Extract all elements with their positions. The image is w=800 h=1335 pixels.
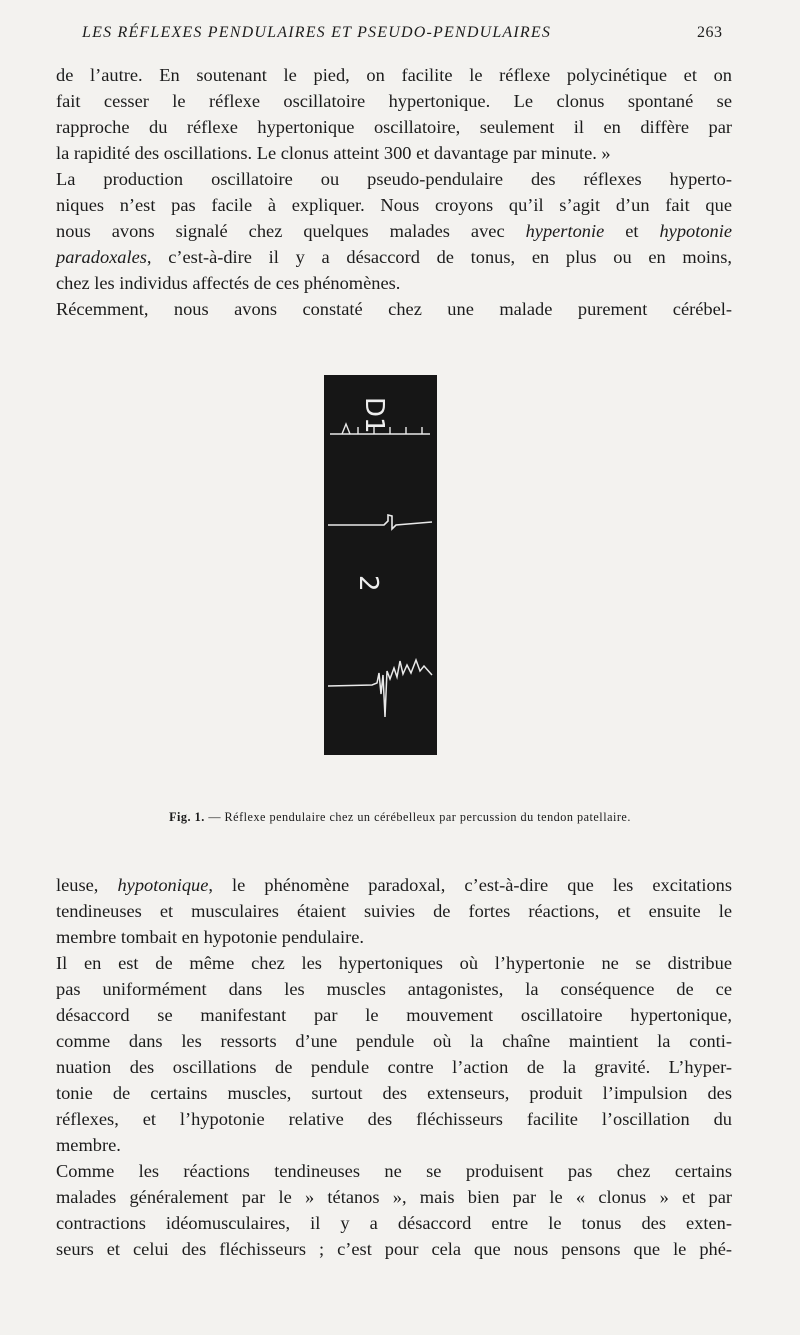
body-text-top [56, 62, 732, 322]
page-number: 263 [697, 24, 723, 41]
text-line: paradoxales, c’est-à-dire il y a désaccord de tonus, en plus ou en moins, [56, 247, 732, 267]
text-line: de l’autre. En soutenant le pied, on facilite le réflexe polycinétique et on [56, 65, 732, 85]
kymograph-trace [324, 375, 437, 755]
text-line: Récemment, nous avons constaté chez une malade purement cérébel- [56, 299, 732, 319]
text-line: niques n’est pas facile à expliquer. Nous croyons qu’il s’agit d’un fait que [56, 195, 732, 215]
text-line: membre. [56, 1135, 121, 1155]
text-line: Comme les réactions tendineuses ne se produisent pas chez certains [56, 1161, 732, 1181]
trace-line-2 [328, 660, 432, 717]
figure-caption-label: Fig. 1. [169, 810, 205, 824]
running-header [0, 24, 800, 48]
text-line: fait cesser le réflexe oscillatoire hypertonique. Le clonus spontané se [56, 91, 732, 111]
text-line: nous avons signalé chez quelques malades avec hypertonie et hypotonie [56, 221, 733, 241]
trace-label-1: D1 [359, 397, 389, 434]
text-line: désaccord se manifestant par le mouvement oscillatoire hypertonique, [56, 1005, 732, 1025]
trace-label-2: 2 [353, 575, 383, 592]
text-line: membre tombait en hypotonie pendulaire. [56, 927, 364, 947]
body-text-bottom [56, 872, 732, 1262]
text-line: rapproche du réflexe hypertonique oscillatoire, seulement il en diffère par [56, 117, 732, 137]
figure-kymograph [324, 375, 437, 755]
text-line: La production oscillatoire ou pseudo-pendulaire des réflexes hyperto- [56, 169, 732, 189]
trace-line-1 [328, 515, 432, 529]
text-line: comme dans les ressorts d’une pendule où la chaîne maintient la conti- [56, 1031, 732, 1051]
text-line: réflexes, et l’hypotonie relative des fléchisseurs facilite l’oscillation du [56, 1109, 732, 1129]
trace-label-1-group [359, 397, 389, 434]
text-line: tonie de certains muscles, surtout des extenseurs, produit l’impulsion des [56, 1083, 732, 1103]
figure-caption-text: — Réflexe pendulaire chez un cérébelleux par percussion du tendon patellaire. [208, 810, 631, 824]
text-line: leuse, hypotonique, le phénomène paradoxal, c’est-à-dire que les excitations [56, 875, 733, 895]
trace-label-2-group [353, 575, 383, 592]
figure-caption [0, 810, 800, 825]
text-line: contractions idéomusculaires, il y a désaccord entre le tonus des exten- [56, 1213, 732, 1233]
text-line: la rapidité des oscillations. Le clonus atteint 300 et davantage par minute. » [56, 143, 611, 163]
text-line: chez les individus affectés de ces phénomènes. [56, 273, 401, 293]
text-line: Il en est de même chez les hypertoniques où l’hypertonie ne se distribue [56, 953, 732, 973]
text-line: pas uniformément dans les muscles antagonistes, la conséquence de ce [56, 979, 732, 999]
text-line: seurs et celui des fléchisseurs ; c’est pour cela que nous pensons que le phé- [56, 1239, 732, 1259]
running-title: LES RÉFLEXES PENDULAIRES ET PSEUDO-PENDULAIRES [82, 24, 552, 41]
text-line: malades généralement par le » tétanos », mais bien par le « clonus » et par [56, 1187, 732, 1207]
text-line: tendineuses et musculaires étaient suivies de fortes réactions, et ensuite le [56, 901, 732, 921]
text-line: nuation des oscillations de pendule contre l’action de la gravité. L’hyper- [56, 1057, 732, 1077]
